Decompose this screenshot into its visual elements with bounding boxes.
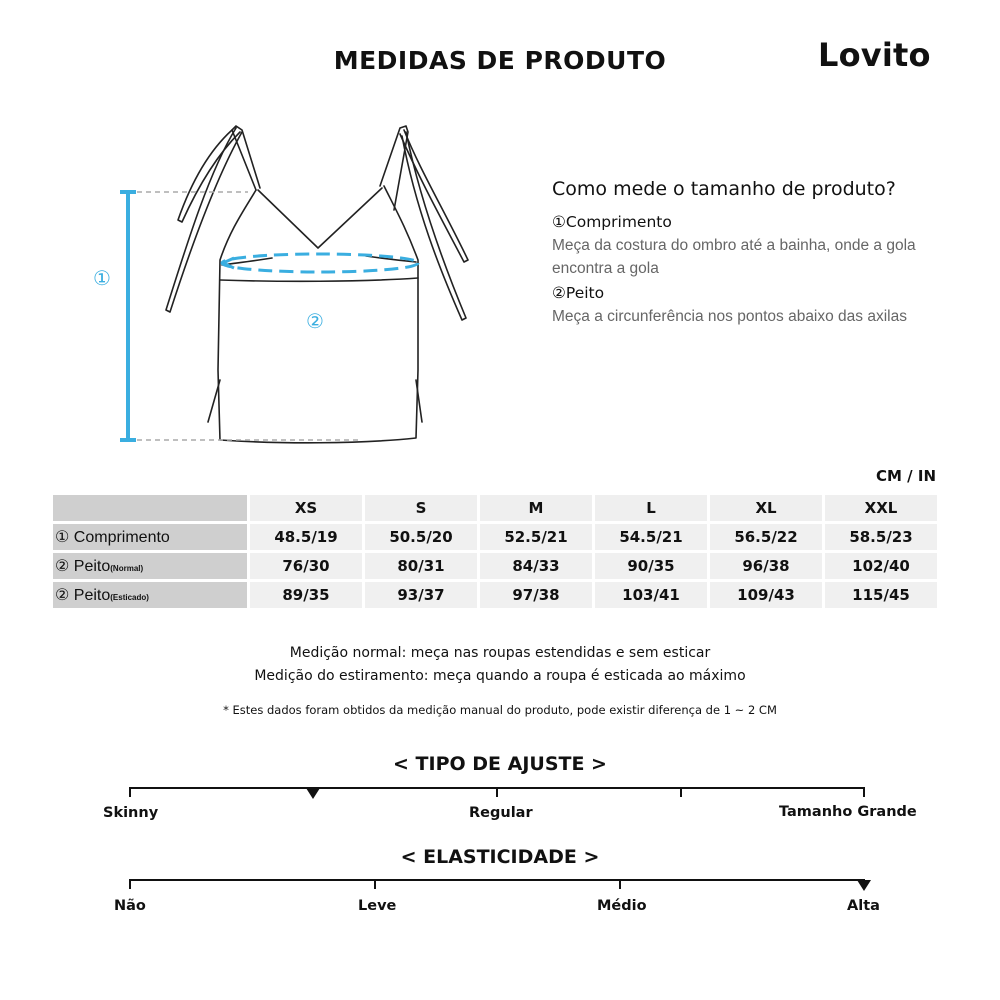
note-stretch-measurement: Medição do estiramento: meça quando a roupa é esticada ao máximo bbox=[254, 668, 746, 684]
size-header-l: L bbox=[595, 495, 707, 521]
length-item-title: ①Comprimento bbox=[552, 213, 672, 231]
fit-scale-tick bbox=[129, 787, 131, 797]
length-item-description: Meça da costura do ombro até a bainha, onde a gola encontra a gola bbox=[552, 237, 916, 277]
fit-label-skinny: Skinny bbox=[103, 805, 159, 821]
table-corner bbox=[53, 495, 247, 521]
note-normal-measurement: Medição normal: meça nas roupas estendidas e sem esticar bbox=[289, 645, 711, 661]
elasticity-scale-title: < ELASTICIDADE > bbox=[400, 846, 600, 868]
elasticity-scale-tick bbox=[129, 879, 131, 889]
fit-label-regular: Regular bbox=[469, 805, 533, 821]
brand-logo: Lovito bbox=[818, 36, 931, 74]
row-label-length: ① Comprimento bbox=[53, 524, 247, 550]
fit-scale-title: < TIPO DE AJUSTE > bbox=[393, 753, 607, 775]
table-cell: 50.5/20 bbox=[365, 524, 477, 550]
size-header-s: S bbox=[365, 495, 477, 521]
elasticity-label-medium: Médio bbox=[597, 898, 647, 914]
note-disclaimer: * Estes dados foram obtidos da medição manual do produto, pode existir diferença de 1 ~ 2 CM bbox=[223, 703, 777, 717]
table-row bbox=[53, 524, 937, 550]
table-cell: 103/41 bbox=[595, 582, 707, 608]
fit-scale-tick bbox=[863, 787, 865, 797]
length-marker: ① bbox=[93, 266, 111, 290]
table-cell: 84/33 bbox=[480, 553, 592, 579]
size-header-xs: XS bbox=[250, 495, 362, 521]
elasticity-scale-line bbox=[130, 879, 865, 881]
table-cell: 115/45 bbox=[825, 582, 937, 608]
page-title: MEDIDAS DE PRODUTO bbox=[333, 46, 667, 75]
table-row bbox=[53, 582, 937, 608]
measure-instructions-title: Como mede o tamanho de produto? bbox=[552, 178, 896, 200]
fit-scale-marker bbox=[306, 788, 320, 799]
row-label-chest-stretched: ② Peito(Esticado) bbox=[53, 582, 247, 608]
row-sublabel: (Normal) bbox=[110, 564, 144, 573]
table-cell: 93/37 bbox=[365, 582, 477, 608]
table-row bbox=[53, 553, 937, 579]
table-cell: 89/35 bbox=[250, 582, 362, 608]
elasticity-label-high: Alta bbox=[847, 898, 880, 914]
table-cell: 52.5/21 bbox=[480, 524, 592, 550]
size-header-m: M bbox=[480, 495, 592, 521]
elasticity-label-none: Não bbox=[114, 898, 146, 914]
elasticity-scale-tick bbox=[374, 879, 376, 889]
table-cell: 58.5/23 bbox=[825, 524, 937, 550]
chest-item-title: ②Peito bbox=[552, 284, 605, 302]
garment-illustration bbox=[60, 110, 480, 450]
chest-item-description: Meça a circunferência nos pontos abaixo das axilas bbox=[552, 308, 907, 325]
size-chart-table bbox=[50, 492, 940, 611]
size-header-xxl: XXL bbox=[825, 495, 937, 521]
table-cell: 48.5/19 bbox=[250, 524, 362, 550]
elasticity-label-light: Leve bbox=[358, 898, 397, 914]
table-cell: 76/30 bbox=[250, 553, 362, 579]
table-cell: 97/38 bbox=[480, 582, 592, 608]
table-cell: 109/43 bbox=[710, 582, 822, 608]
table-cell: 80/31 bbox=[365, 553, 477, 579]
size-header-xl: XL bbox=[710, 495, 822, 521]
chest-marker: ② bbox=[306, 309, 324, 333]
table-cell: 96/38 bbox=[710, 553, 822, 579]
table-cell: 102/40 bbox=[825, 553, 937, 579]
size-header-row bbox=[53, 495, 937, 521]
row-sublabel: (Esticado) bbox=[110, 593, 149, 602]
row-label-chest-normal: ② Peito(Normal) bbox=[53, 553, 247, 579]
unit-label: CM / IN bbox=[876, 467, 936, 485]
fit-label-oversize: Tamanho Grande bbox=[779, 804, 917, 820]
elasticity-scale-tick bbox=[619, 879, 621, 889]
fit-scale-tick bbox=[496, 787, 498, 797]
table-cell: 90/35 bbox=[595, 553, 707, 579]
table-cell: 56.5/22 bbox=[710, 524, 822, 550]
elasticity-scale-marker bbox=[857, 880, 871, 891]
fit-scale-tick bbox=[680, 787, 682, 797]
table-cell: 54.5/21 bbox=[595, 524, 707, 550]
